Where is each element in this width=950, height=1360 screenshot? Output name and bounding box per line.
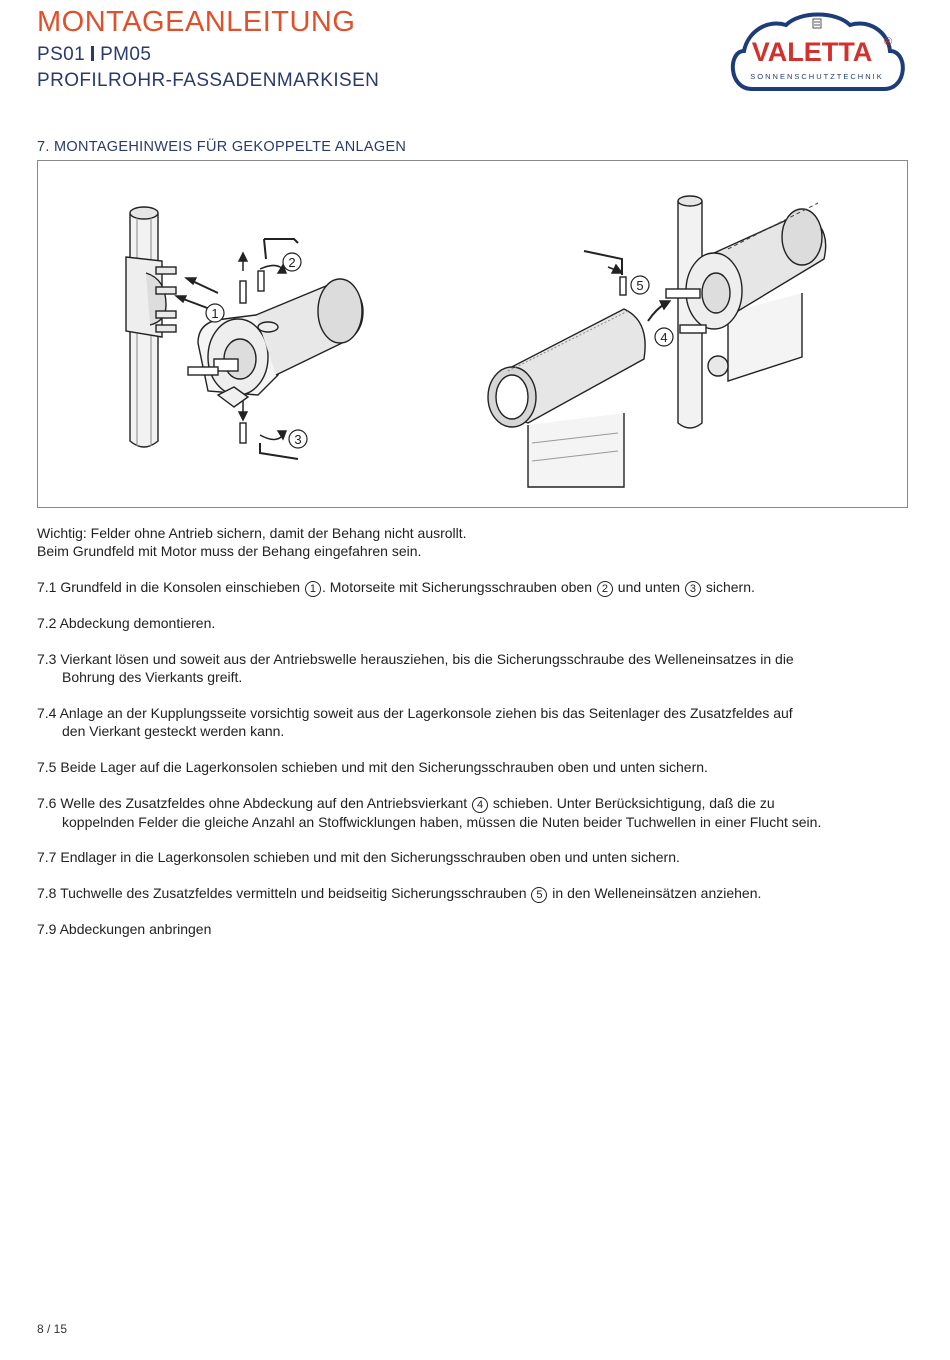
model-b: PM05: [100, 44, 152, 65]
step-7-6-line-2: koppelnden Felder die gleiche Anzahl an Stoffwicklungen haben, müssen die Nuten beider Tuchwellen in einer Flucht sein.: [62, 814, 822, 830]
figure-marker-1-label: 1: [211, 306, 219, 321]
document-title: MONTAGEANLEITUNG: [37, 6, 356, 38]
step-7-8-marker-5: 5: [531, 887, 547, 903]
step-7-1-marker-2: 2: [597, 581, 613, 597]
step-7-4: [37, 704, 917, 740]
step-7-4-line-2: den Vierkant gesteckt werden kann.: [62, 723, 285, 739]
step-7-8: [37, 884, 917, 903]
important-note: [37, 524, 917, 560]
step-7-1-text-a: 7.1 Grundfeld in die Konsolen einschieben: [37, 579, 304, 595]
step-7-1: [37, 578, 917, 597]
model-a: PS01: [37, 44, 86, 65]
step-7-7: 7.7 Endlager in die Lagerkonsolen schieben und mit den Sicherungsschrauben oben und unten sichern.: [37, 849, 680, 865]
assembly-figure: [37, 160, 908, 508]
step-7-8-text-b: in den Welleneinsätzen anziehen.: [548, 885, 762, 901]
assembly-illustration: [38, 161, 909, 509]
step-7-3-line-1: 7.3 Vierkant lösen und soweit aus der Antriebswelle herausziehen, bis die Sicherungsschraube des Welleneinsatzes in die: [37, 651, 794, 667]
step-7-1-text-d: sichern.: [701, 579, 755, 595]
step-7-5: 7.5 Beide Lager auf die Lagerkonsolen schieben und mit den Sicherungsschrauben oben und unten sichern.: [37, 759, 708, 775]
note-line-2: Beim Grundfeld mit Motor muss der Behang eingefahren sein.: [37, 543, 422, 559]
step-7-4-line-1: 7.4 Anlage an der Kupplungsseite vorsichtig soweit aus der Lagerkonsole ziehen bis das Seitenlager des Zusatzfeldes auf: [37, 705, 793, 721]
model-separator: [91, 46, 94, 61]
step-7-6: [37, 794, 917, 831]
step-7-2: 7.2 Abdeckung demontieren.: [37, 615, 216, 631]
left-assembly: [126, 207, 363, 459]
step-7-1-marker-1: 1: [305, 581, 321, 597]
figure-marker-3-label: 3: [294, 432, 302, 447]
step-7-8-text-a: 7.8 Tuchwelle des Zusatzfeldes vermitteln und beidseitig Sicherungsschrauben: [37, 885, 531, 901]
step-7-6-text-b: schieben. Unter Berücksichtigung, daß die zu: [489, 795, 775, 811]
valetta-logo: [724, 9, 912, 95]
step-7-6-marker-4: 4: [472, 797, 488, 813]
step-7-1-text-b: . Motorseite mit Sicherungsschrauben oben: [321, 579, 596, 595]
step-7-1-text-c: und unten: [613, 579, 684, 595]
figure-marker-2-label: 2: [288, 255, 296, 270]
logo-brand: VALETTA: [751, 37, 873, 67]
step-7-3-line-2: Bohrung des Vierkants greift.: [62, 669, 243, 685]
figure-marker-5-label: 5: [636, 278, 644, 293]
note-line-1: Wichtig: Felder ohne Antrieb sichern, damit der Behang nicht ausrollt.: [37, 525, 467, 541]
step-7-1-marker-3: 3: [685, 581, 701, 597]
figure-marker-4-label: 4: [660, 330, 668, 345]
section-heading: 7. MONTAGEHINWEIS FÜR GEKOPPELTE ANLAGEN: [37, 139, 407, 155]
step-7-9: 7.9 Abdeckungen anbringen: [37, 921, 212, 937]
logo-registered: ®: [884, 36, 893, 48]
logo-tagline: SONNENSCHUTZTECHNIK: [750, 72, 884, 81]
page-number: 8 / 15: [37, 1322, 68, 1336]
right-fabric-panel: [528, 413, 624, 487]
step-7-6-text-a: 7.6 Welle des Zusatzfeldes ohne Abdeckung auf den Antriebsvierkant: [37, 795, 472, 811]
model-line: [37, 44, 151, 66]
step-7-3: [37, 650, 917, 686]
product-name: PROFILROHR-FASSADENMARKISEN: [37, 70, 380, 91]
